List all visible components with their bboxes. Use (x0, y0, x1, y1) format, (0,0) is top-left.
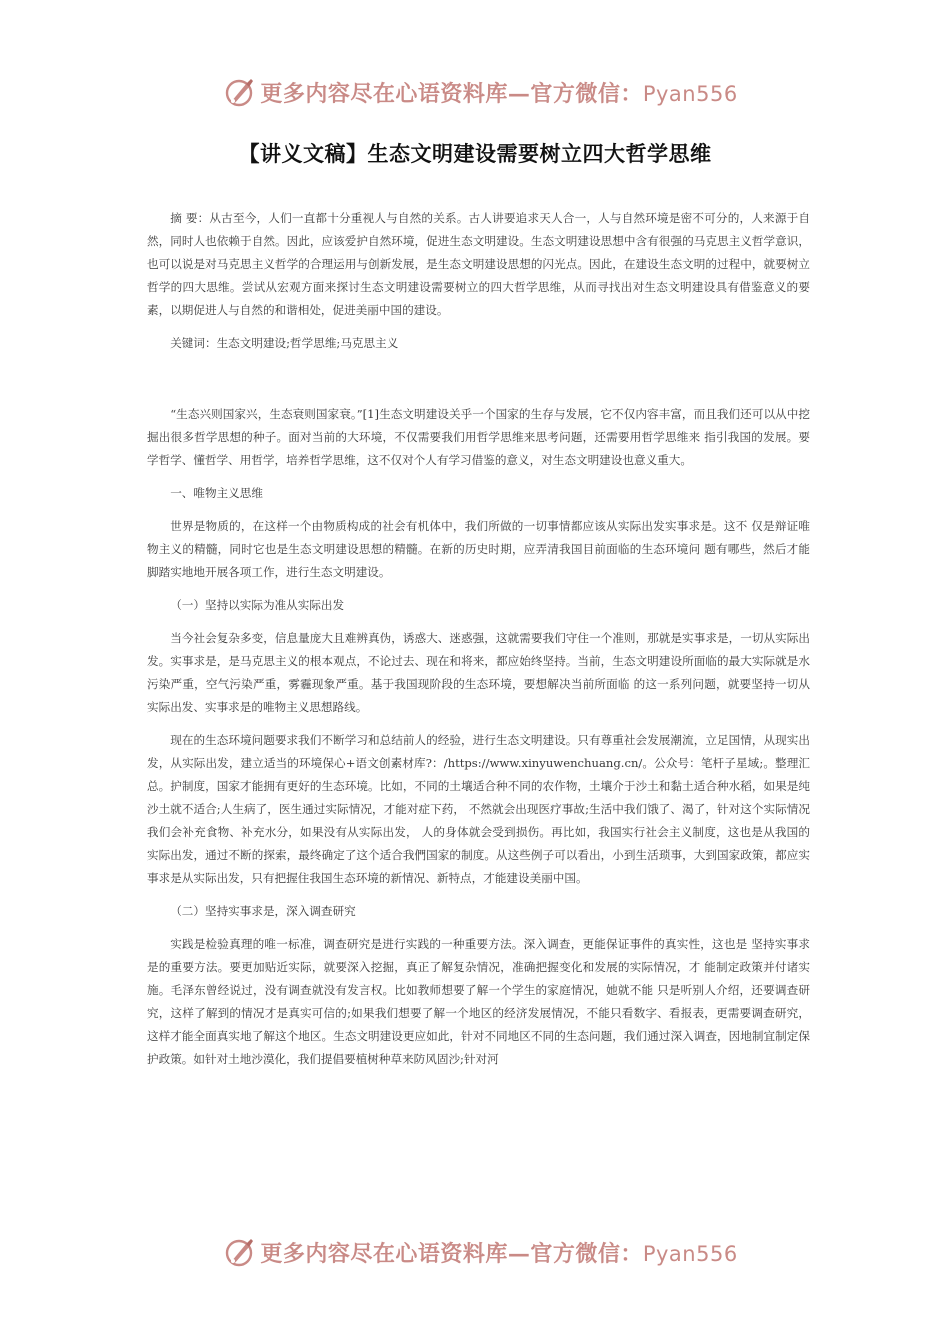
footer-banner-content (222, 1235, 737, 1269)
banner-slogan: 更多内容尽在心语资料库—官方微信： (260, 80, 643, 107)
banner-content (222, 75, 737, 109)
pen-nib-logo-icon (222, 75, 256, 109)
banner-text (260, 77, 737, 108)
section-1-paragraph: 世界是物质的，在这样一个由物质构成的社会有机体中，我们所做的一切事情都应该从实际出发实事求是。这不 仅是辩证唯物主义的精髓，同时它也是生态文明建设思想的精髓。在新的历史时期，应弄清我国目前面临的生态环境问 题有哪些，然后才能脚踏实地地开展各项工作，进行生态文明建设。 (147, 519, 810, 579)
section-heading-1: 一、唯物主义思维 (170, 486, 263, 500)
footer-banner-slogan: 更多内容尽在心语资料库—官方微信： (260, 1240, 643, 1267)
header-banner (0, 72, 950, 112)
footer-banner-text (260, 1237, 737, 1268)
abstract-paragraph: 摘 要：从古至今，人们一直都十分重视人与自然的关系。古人讲要追求天人合一，人与自然环境是密不可分的，人来源于自然，同时人也依赖于自然。因此，应该爱护自然环境，促进生态文明建设。生态文明建设思想中含有很强的马克思主义哲学意识，也可以说是对马克思主义哲学的合理运用与创新发展，是生态文明建设思想的闪光点。因此，在建设生态文明的过程中，就要树立哲学的四大思维。尝试从宏观方面来探讨生态文明建设需要树立的四大哲学思维，从而寻找出对生态文明建设具有借鉴意义的要素，以期促进人与自然的和谐相处，促进美丽中国的建设。 (147, 211, 810, 317)
subsection-1-paragraph-1: 当今社会复杂多变，信息量庞大且难辨真伪，诱惑大、迷惑强，这就需要我们守住一个准则，那就是实事求是，一切从实际出发。实事求是，是马克思主义的根本观点，不论过去、现在和将来，都应始终坚持。当前，生态文明建设所面临的最大实际就是水污染严重，空气污染严重，雾霾现象严重。基于我国现阶段的生态环境，要想解决当前所面临 的这一系列问题，就要坚持一切从实际出发、实事求是的唯物主义思想路线。 (147, 631, 810, 714)
subsection-2-paragraph: 实践是检验真理的唯一标准，调查研究是进行实践的一种重要方法。深入调查，更能保证事件的真实性，这也是 坚持实事求是的重要方法。要更加贴近实际，就要深入挖掘，真正了解复杂情况，准确把握变化和发展的实际情况，才 能制定政策并付诸实施。毛泽东曾经说过，没有调查就没有发言权。比如教师想要了解一个学生的家庭情况，她就不能 只是听别人介绍，还要调查研究，这样了解到的情况才是真实可信的;如果我们想要了解一个地区的经济发展情况，不能只看数字、看报表，更需要调查研究，这样才能全面真实地了解这个地区。生态文明建设更应如此，针对不同地区不同的生态问题，我们通过深入调查，因地制宜制定保护政策。如针对土地沙漠化，我们提倡要植树种草来防风固沙;针对河 (147, 937, 810, 1066)
document-body (147, 207, 810, 1081)
document-title: 【讲义文稿】生态文明建设需要树立四大哲学思维 (238, 142, 712, 166)
banner-wechat-handle: Pyan556 (642, 81, 738, 106)
subsection-heading-2: （二）坚持实事求是，深入调查研究 (170, 904, 356, 918)
intro-paragraph: “生态兴则国家兴，生态衰则国家衰。”[1]生态文明建设关乎一个国家的生存与发展，它不仅内容丰富，而且我们还可以从中挖掘出很多哲学思想的种子。面对当前的大环境，不仅需要我们用哲学思维来思考问题，还需要用哲学思维来 指引我国的发展。要学哲学、懂哲学、用哲学，培养哲学思维，这不仅对个人有学习借鉴的意义，对生态文明建设也意义重大。 (147, 407, 810, 467)
footer-wechat-handle: Pyan556 (642, 1241, 738, 1266)
footer-banner (0, 1232, 950, 1272)
subsection-1-paragraph-2: 现在的生态环境问题要求我们不断学习和总结前人的经验，进行生态文明建设。只有尊重社会发展潮流，立足国情，从现实出发，从实际出发，建立适当的环境保心+语文创素材库?：/https://www.xinyuwenchuang.cn/。公众号：笔杆子星域;。整理汇总。护制度，国家才能拥有更好的生态环境。比如，不同的土壤适合种不同的农作物，土壤介于沙土和黏土适合种水稻，如果是纯沙土就不适合;人生病了，医生通过实际情况，才能对症下药， 不然就会出现医疗事故;生活中我们饿了、渴了，针对这个实际情况我们会补充食物、补充水分，如果没有从实际出发， 人的身体就会受到损伤。再比如，我国实行社会主义制度，这也是从我国的实际出发，通过不断的探索，最终确定了这个适合我們国家的制度。从这些例子可以看出，小到生活琐事，大到国家政策，都应实事求是从实际出发，只有把握住我国生态环境的新情况、新特点，才能建设美丽中国。 (147, 733, 810, 885)
keywords-line: 关键词：生态文明建设;哲学思维;马克思主义 (170, 336, 399, 350)
pen-nib-logo-icon (222, 1235, 256, 1269)
subsection-heading-1: （一）坚持以实际为准从实际出发 (170, 598, 345, 612)
